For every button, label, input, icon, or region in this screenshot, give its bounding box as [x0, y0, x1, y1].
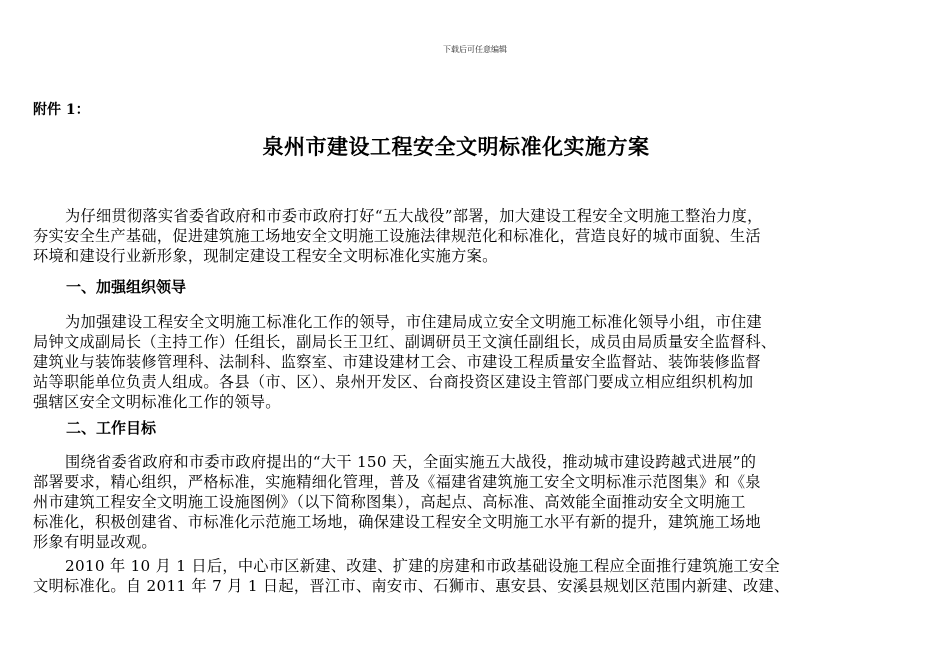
paragraph-line: 为仔细贯彻落实省委省政府和市委市政府打好“五大战役”部署，加大建设工程安全文明施工整治力度， — [65, 207, 763, 225]
paragraph-line: 建筑业与装饰装修管理科、法制科、监察室、市建设建材工会、市建设工程质量安全监督站、装饰装修监督 — [33, 353, 761, 371]
section-heading-goals: 二、工作目标 — [66, 419, 157, 437]
paragraph-line: 为加强建设工程安全文明施工标准化工作的领导，市住建局成立安全文明施工标准化领导小组，市住建 — [65, 313, 762, 331]
section-heading-organization: 一、加强组织领导 — [66, 278, 187, 296]
paragraph-line: 部署要求，精心组织，严格标准，实施精细化管理，普及《福建省建筑施工安全文明标准示范图集》和《泉 — [33, 473, 761, 491]
paragraph-intro — [33, 206, 885, 266]
document-title: 泉州市建设工程安全文明标准化实施方案 — [262, 135, 650, 159]
paragraph-line: 标准化，积极创建省、市标准化示范施工场地，确保建设工程安全文明施工水平有新的提升，建筑施工场地 — [33, 513, 761, 531]
paragraph-line: 文明标准化。自 2011 年 7 月 1 日起，晋江市、南安市、石狮市、惠安县、安溪县规划区范围内新建、改建、 — [33, 577, 790, 595]
paragraph-line: 夯实安全生产基础，促进建筑施工场地安全文明施工设施法律规范化和标准化，营造良好的城市面貌、生活 — [33, 227, 761, 245]
attachment-label: 附件 1： — [33, 102, 90, 118]
header-note: 下载后可任意编辑 — [443, 45, 507, 54]
paragraph-line: 强辖区安全文明标准化工作的领导。 — [33, 393, 281, 411]
paragraph-schedule — [33, 556, 885, 596]
paragraph-line: 围绕省委省政府和市委市政府提出的“大干 150 天，全面实施五大战役，推动城市建设跨越式进展”的 — [65, 453, 757, 471]
paragraph-line: 州市建筑工程安全文明施工设施图例》（以下简称图集），高起点、高标准、高效能全面推动安全文明施工 — [33, 493, 746, 511]
paragraph-line: 局钟文成副局长（主持工作）任组长，副局长王卫红、副调研员王文演任副组长，成员由局质量安全监督科、 — [33, 333, 777, 351]
paragraph-organization — [33, 312, 885, 412]
paragraph-line: 2010 年 10 月 1 日后，中心市区新建、改建、扩建的房建和市政基础设施工程应全面推行建筑施工安全 — [65, 557, 780, 575]
paragraph-line: 形象有明显改观。 — [33, 533, 157, 551]
paragraph-line: 站等职能单位负责人组成。各县（市、区）、泉州开发区、台商投资区建设主管部门要成立相应组织机构加 — [33, 373, 754, 391]
paragraph-goals — [33, 452, 885, 552]
paragraph-line: 环境和建设行业新形象，现制定建设工程安全文明标准化实施方案。 — [33, 247, 498, 265]
